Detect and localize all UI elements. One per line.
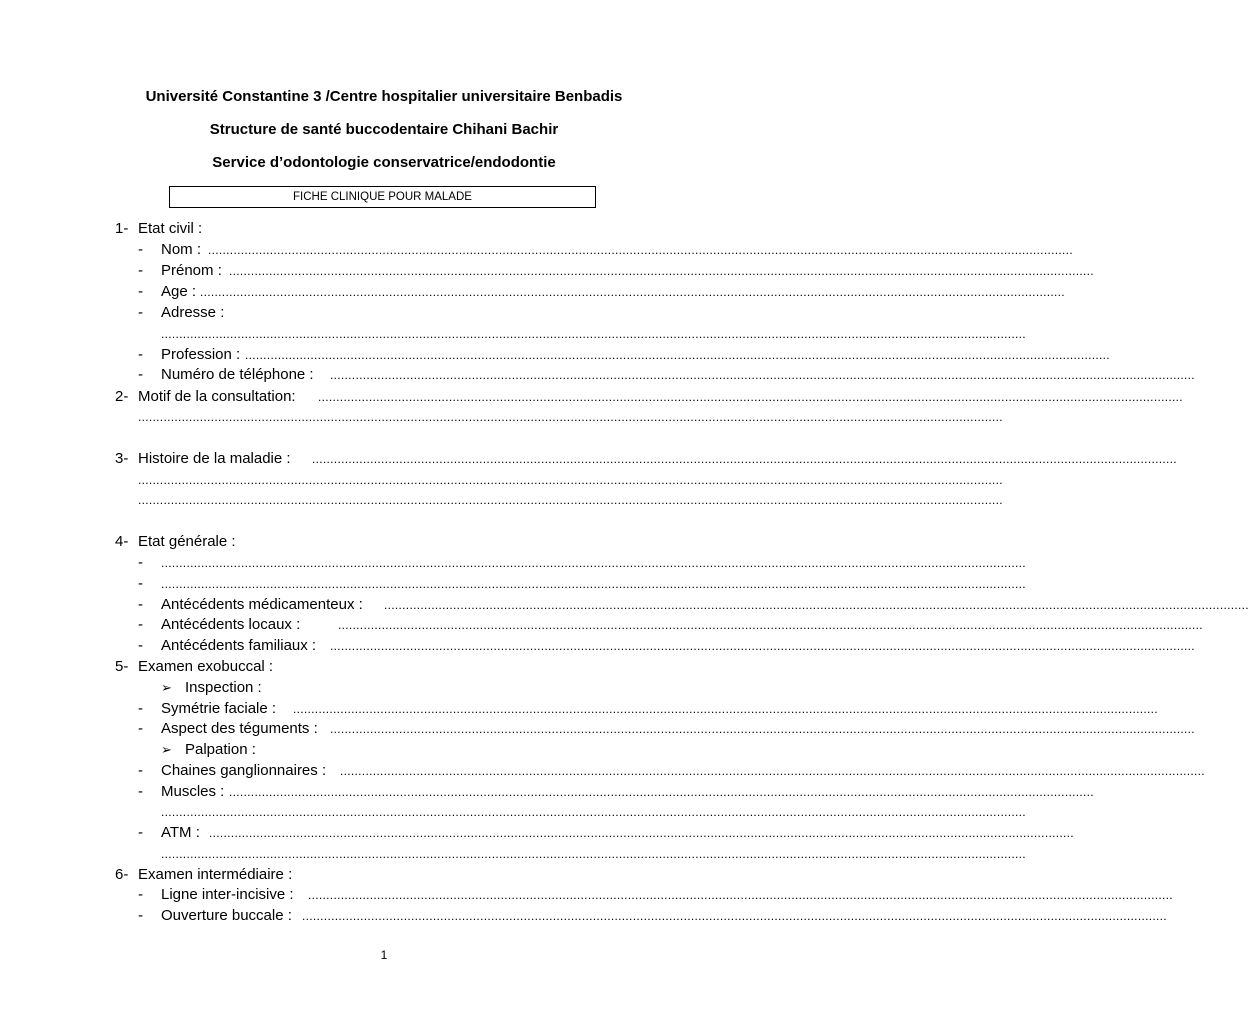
bullet-dash: -: [138, 241, 143, 258]
atm-continuation: [0, 844, 1026, 864]
bullet-dash: -: [138, 762, 143, 779]
subsection-label: Palpation :: [185, 741, 256, 758]
field-label: Muscles :: [161, 783, 225, 800]
blank-line: ..............................................................................................................................................................................................................................................: [138, 473, 1003, 487]
blank-line: ..............................................................................................................................................................................................................................................: [330, 368, 1195, 382]
blank-line: ..............................................................................................................................................................................................................................................: [138, 493, 1003, 507]
etat-generale-blank: [0, 553, 1026, 573]
section-histoire: [0, 449, 1177, 469]
section-label: Etat générale :: [138, 533, 236, 550]
field-ouverture-buccale: [0, 906, 1167, 926]
blank-line: ..............................................................................................................................................................................................................................................: [338, 618, 1203, 632]
blank-line: ..............................................................................................................................................................................................................................................: [229, 264, 1094, 278]
field-muscles: [0, 782, 1094, 802]
field-atcd-medicamenteux: [0, 595, 1249, 615]
bullet-dash: -: [138, 262, 143, 279]
blank-line: ..............................................................................................................................................................................................................................................: [308, 888, 1173, 902]
section-number: 4-: [115, 533, 129, 550]
blank-line: ..............................................................................................................................................................................................................................................: [161, 556, 1026, 570]
section-label: Examen intermédiaire :: [138, 866, 293, 883]
motif-continuation: [0, 407, 1003, 427]
bullet-dash: -: [138, 907, 143, 924]
section-etat-generale: [0, 532, 768, 552]
section-number: 6-: [115, 866, 129, 883]
bullet-dash: -: [138, 824, 143, 841]
blank-line: ..............................................................................................................................................................................................................................................: [384, 598, 1249, 612]
blank-line: ..............................................................................................................................................................................................................................................: [161, 327, 1026, 341]
blank-line: ..............................................................................................................................................................................................................................................: [302, 909, 1167, 923]
section-label: Histoire de la maladie :: [138, 450, 291, 467]
blank-line: ..............................................................................................................................................................................................................................................: [229, 785, 1094, 799]
field-atcd-familiaux: [0, 636, 1195, 656]
bullet-dash: -: [138, 616, 143, 633]
muscles-continuation: [0, 802, 1026, 822]
field-aspect-teguments: [0, 719, 1195, 739]
field-label: Nom :: [161, 241, 202, 258]
subsection-palpation: [0, 740, 768, 760]
blank-line: ..............................................................................................................................................................................................................................................: [161, 577, 1026, 591]
bullet-dash: -: [138, 346, 143, 363]
histoire-continuation: [0, 470, 1003, 490]
field-atcd-locaux: [0, 615, 1203, 635]
blank-line: ..............................................................................................................................................................................................................................................: [330, 722, 1195, 736]
subsection-inspection: [0, 678, 768, 698]
field-adresse: [0, 303, 768, 323]
field-atm: [0, 823, 1074, 843]
field-label: Profession :: [161, 346, 241, 363]
bullet-dash: -: [138, 304, 143, 321]
header-university: Université Constantine 3 /Centre hospitalier universitaire Benbadis: [145, 88, 623, 105]
field-label: Prénom :: [161, 262, 222, 279]
field-profession: [0, 345, 1110, 365]
field-chaines-ganglionnaires: [0, 761, 1205, 781]
field-prenom: [0, 261, 1094, 281]
blank-line: ..............................................................................................................................................................................................................................................: [161, 805, 1026, 819]
blank-line: ..............................................................................................................................................................................................................................................: [245, 348, 1110, 362]
field-symetrie-faciale: [0, 699, 1158, 719]
field-label: Ligne inter-incisive :: [161, 886, 294, 903]
blank-line: ..............................................................................................................................................................................................................................................: [330, 639, 1195, 653]
blank-line: ..............................................................................................................................................................................................................................................: [208, 243, 1073, 257]
section-number: 1-: [115, 220, 129, 237]
arrow-bullet-icon: ➢: [161, 680, 172, 695]
blank-line: ..............................................................................................................................................................................................................................................: [138, 410, 1003, 424]
bullet-dash: -: [138, 554, 143, 571]
blank-line: ..............................................................................................................................................................................................................................................: [200, 285, 1065, 299]
field-label: Adresse :: [161, 304, 225, 321]
section-label: Motif de la consultation:: [138, 388, 296, 405]
bullet-dash: -: [138, 720, 143, 737]
arrow-bullet-icon: ➢: [161, 742, 172, 757]
field-label: Antécédents familiaux :: [161, 637, 317, 654]
field-label: ATM :: [161, 824, 200, 841]
blank-line: ..............................................................................................................................................................................................................................................: [340, 764, 1205, 778]
field-nom: [0, 240, 1073, 260]
field-label: Numéro de téléphone :: [161, 366, 314, 383]
blank-line: ..............................................................................................................................................................................................................................................: [318, 390, 1183, 404]
field-age: [0, 282, 1065, 302]
histoire-continuation: [0, 490, 1003, 510]
page-number: 1: [380, 948, 388, 962]
field-label: Aspect des téguments :: [161, 720, 318, 737]
field-ligne-inter-incisive: [0, 885, 1173, 905]
bullet-dash: -: [138, 886, 143, 903]
section-number: 5-: [115, 658, 129, 675]
etat-generale-blank: [0, 574, 1026, 594]
section-examen-exobuccal: [0, 657, 768, 677]
field-label: Antécédents médicamenteux :: [161, 596, 363, 613]
header-structure: Structure de santé buccodentaire Chihani Bachir: [209, 121, 559, 138]
field-label: Symétrie faciale :: [161, 700, 277, 717]
field-telephone: [0, 365, 1195, 385]
subsection-label: Inspection :: [185, 679, 262, 696]
blank-line: ..............................................................................................................................................................................................................................................: [293, 702, 1158, 716]
header-service: Service d’odontologie conservatrice/endodontie: [212, 154, 556, 171]
bullet-dash: -: [138, 575, 143, 592]
field-label: Chaines ganglionnaires :: [161, 762, 327, 779]
section-motif: [0, 387, 1183, 407]
bullet-dash: -: [138, 283, 143, 300]
section-number: 2-: [115, 388, 129, 405]
field-adresse-continuation: [0, 324, 1026, 344]
blank-line: ..............................................................................................................................................................................................................................................: [312, 452, 1177, 466]
bullet-dash: -: [138, 637, 143, 654]
section-etat-civil: [0, 219, 768, 239]
section-label: Examen exobuccal :: [138, 658, 274, 675]
field-label: Ouverture buccale :: [161, 907, 292, 924]
bullet-dash: -: [138, 783, 143, 800]
blank-line: ..............................................................................................................................................................................................................................................: [161, 847, 1026, 861]
bullet-dash: -: [138, 596, 143, 613]
field-label: Antécédents locaux :: [161, 616, 301, 633]
blank-line: ..............................................................................................................................................................................................................................................: [209, 826, 1074, 840]
bullet-dash: -: [138, 700, 143, 717]
section-number: 3-: [115, 450, 129, 467]
bullet-dash: -: [138, 366, 143, 383]
section-label: Etat civil :: [138, 220, 203, 237]
field-label: Age :: [161, 283, 197, 300]
section-examen-intermediaire: [0, 865, 768, 885]
form-title-box: FICHE CLINIQUE POUR MALADE: [169, 186, 596, 208]
